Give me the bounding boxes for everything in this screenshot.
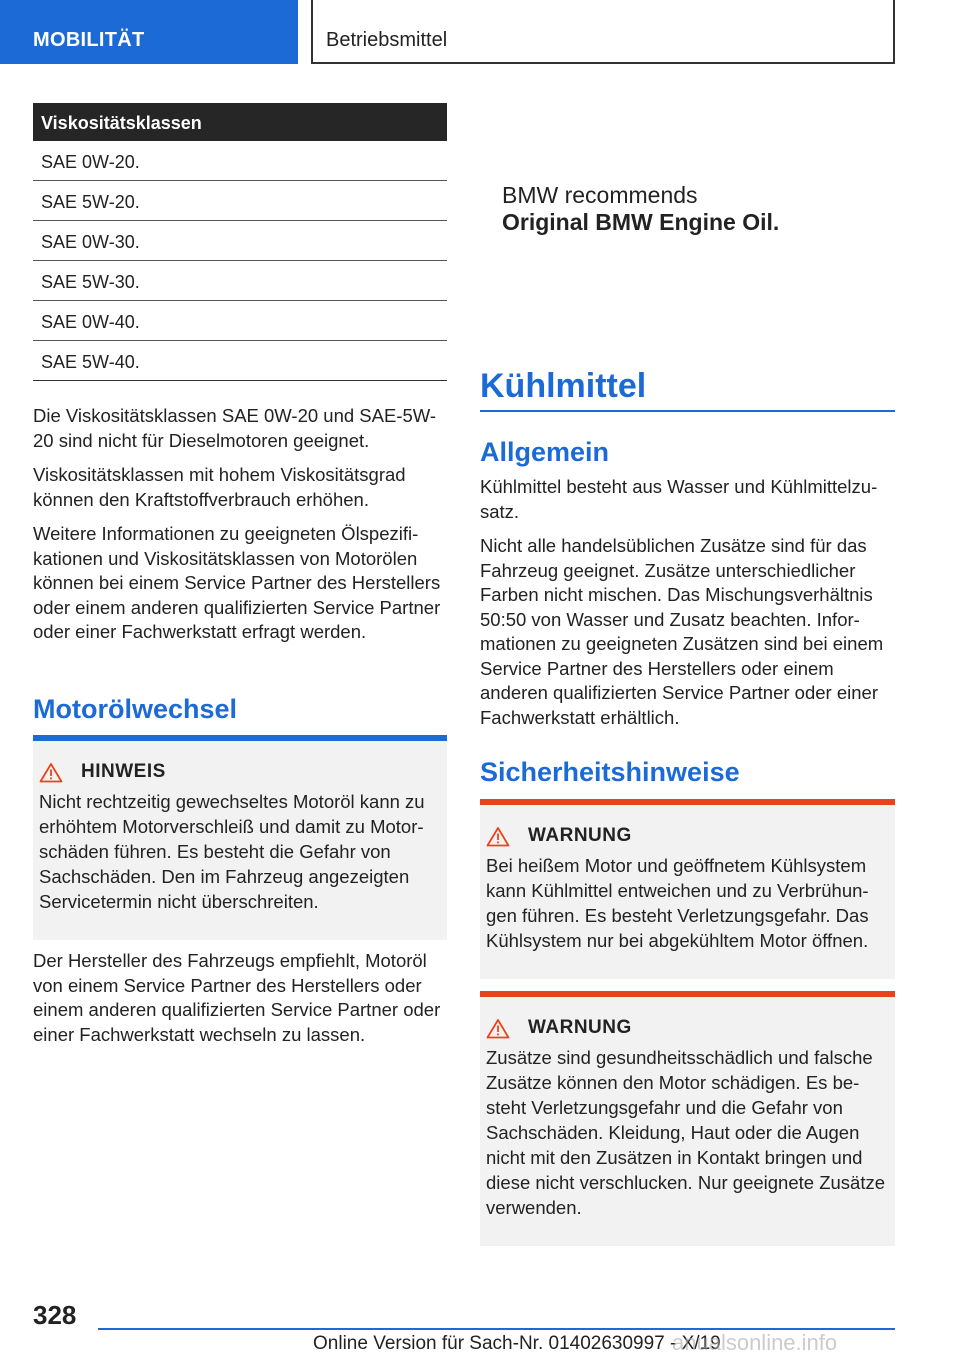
footer-text: Online Version für Sach-Nr. 01402630997 - X/19 xyxy=(313,1333,721,1354)
paragraph: Die Viskositätsklassen SAE 0W-20 und SAE-5W-20 sind nicht für Dieselmotoren geeignet. xyxy=(33,405,437,451)
paragraph: Nicht alle handelsüblichen Zusätze sind für das Fahrzeug geeignet. Zusätze unterschiedlicher Farben nicht mischen. Das Mischungsverhältnis 50:50 von Wasser und Zusatz beachten. Informationen zu geeigneten Zusätzen sind bei einem Service Partner des Herstellers oder einem anderen qualifizierten Service Partner oder einer Fachwerkstatt erhältlich. xyxy=(480,535,884,728)
notice-box xyxy=(33,735,447,940)
paragraph: Kühlmittel besteht aus Wasser und Kühlmittelzusatz. xyxy=(480,476,878,522)
table-row: SAE 0W-30. xyxy=(33,221,447,261)
oil-recommendation-logo xyxy=(502,182,779,236)
warning-triangle-icon xyxy=(486,1018,510,1039)
oil-ad-line1: BMW recommends xyxy=(502,182,698,208)
warning-heading xyxy=(486,1017,887,1039)
warning-heading xyxy=(486,825,887,847)
table-row: SAE 0W-20. xyxy=(33,141,447,181)
notice-text: Nicht rechtzeitig gewechseltes Motoröl kann zu erhöhtem Motorverschleiß und damit zu Motorschäden führen. Es besteht die Gefahr von Sachschäden. Den im Fahrzeug angezeigten Servicetermin nicht überschreiten. xyxy=(39,791,425,912)
warning-text: Zusätze sind gesundheitsschädlich und falsche Zusätze können den Motor schädigen. Es besteht Verletzungsgefahr und die Gefahr von Sachschäden. Kleidung, Haut oder die Augen nicht mit den Zusätzen in Kontakt bringen und diese nicht verschlucken. Nur geeignete Zusätze verwenden. xyxy=(486,1047,885,1218)
table-header: Viskositätsklassen xyxy=(33,103,447,141)
oil-ad-line2: Original BMW Engine Oil. xyxy=(502,209,780,235)
paragraph: Weitere Informationen zu geeigneten Ölspezifikationen und Viskositätsklassen von Motorölen können bei einem Service Partner des Herstellers oder einem anderen qualifizierten Service Partner oder einer Fachwerkstatt erfragt werden. xyxy=(33,523,441,642)
chapter-title: Kühlmittel xyxy=(480,367,647,405)
viscosity-table xyxy=(33,103,447,381)
table-row: SAE 5W-40. xyxy=(33,341,447,381)
table-row: SAE 5W-30. xyxy=(33,261,447,301)
section-title-oil-change: Motorölwechsel xyxy=(33,694,238,724)
page-number: 328 xyxy=(33,1300,77,1330)
warning-box xyxy=(480,991,895,1246)
subsection-title: Allgemein xyxy=(480,437,610,467)
paragraph: Der Hersteller des Fahrzeugs empfiehlt, Motoröl von einem Service Partner des Herstellers oder einem anderen qualifizierten Service Partner oder einer Fachwerkstatt wechseln zu lassen. xyxy=(33,950,441,1045)
section-header: Betriebsmittel xyxy=(311,0,895,64)
warning-title: WARNUNG xyxy=(528,825,632,846)
chapter-tab[interactable]: MOBILITÄT xyxy=(0,0,298,64)
table-row: SAE 0W-40. xyxy=(33,301,447,341)
right-paragraphs xyxy=(480,475,895,740)
watermark: anualsonline.info xyxy=(672,1330,838,1355)
notice-title: HINWEIS xyxy=(81,761,166,782)
warning-text: Bei heißem Motor und geöffnetem Kühlsystem kann Kühlmittel entweichen und zu Verbrühungen führen. Es besteht Verletzungsgefahr. Das Kühlsystem nur bei abgekühltem Motor öffnen. xyxy=(486,855,869,951)
notice-heading xyxy=(39,761,439,783)
left-paragraphs xyxy=(33,404,447,655)
table-row: SAE 5W-20. xyxy=(33,181,447,221)
warning-triangle-icon xyxy=(39,762,63,783)
warning-triangle-icon xyxy=(486,826,510,847)
section-title-safety: Sicherheitshinweise xyxy=(480,757,740,787)
chapter-rule xyxy=(480,410,895,412)
paragraph: Viskositätsklassen mit hohem Viskositätsgrad können den Kraftstoffverbrauch erhöhen. xyxy=(33,464,406,510)
warning-title: WARNUNG xyxy=(528,1017,632,1038)
warning-box xyxy=(480,799,895,979)
